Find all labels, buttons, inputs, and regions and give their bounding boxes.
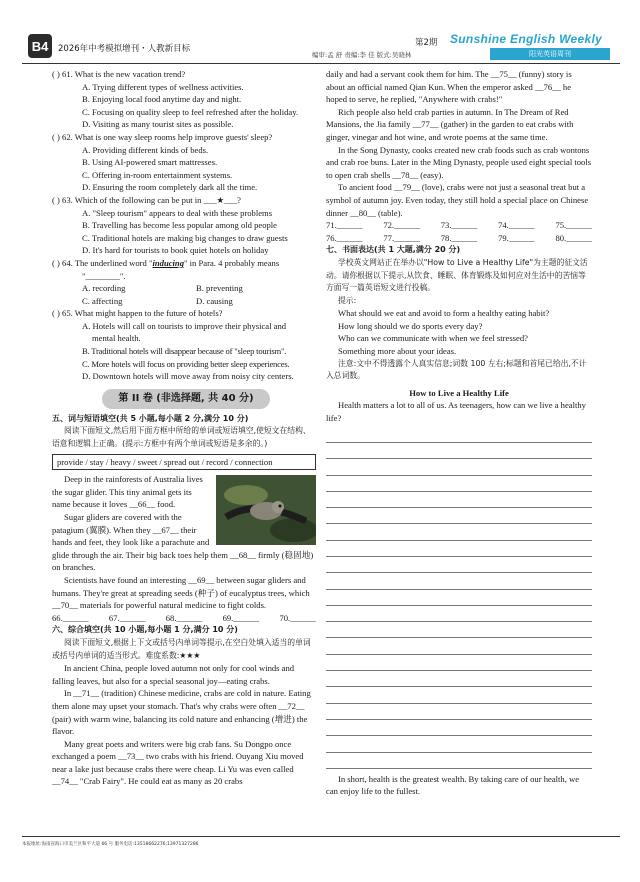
section-6-answer-row-1 bbox=[326, 219, 592, 232]
question-64 bbox=[52, 257, 316, 270]
word-box: provide / stay / heavy / sweet / spread out / record / connection bbox=[52, 454, 316, 471]
passage-5-para-2: Sugar gliders are covered with the patagium (翼膜). When they __67__ their hands and feet, they look like a parachute and glide through the air. Their big back toes help them __68__ firmly (稳固地) on branches. bbox=[52, 512, 314, 573]
passage-6-para-1: In ancient China, people loved autumn not only for cool winds and falling leaves, but also for a special seasonal joy—eating crabs. bbox=[52, 663, 295, 686]
q64-option-d: D. causing bbox=[196, 295, 233, 306]
question-61: ( ) 61. What is the new vacation trend? bbox=[52, 69, 186, 79]
passage-6-para-2: In __71__ (tradition) Chinese medicine, crabs are cold in nature. Eating them alone may upset your stomach. That's why crabs were often __72__ (pair) with warm wine, balancing its cold nature and enhancing (增进) the flavor. bbox=[52, 688, 311, 737]
page-logo: B4 bbox=[28, 34, 52, 58]
passage-6-para-3-cont: daily and had a servant cook them for him. The __75__ (funny) story is about an official named Qian Kun. When the emperor asked __76__ he hoped to serve, he replied, "Anywhere with crabs!" bbox=[326, 69, 572, 105]
q63-option-c: C. Traditional hotels are making big changes to draw guests bbox=[82, 232, 288, 243]
tip-4: Something more about your ideas. bbox=[338, 346, 457, 357]
writing-line[interactable] bbox=[326, 622, 592, 638]
q61-option-d: D. Visiting as many tourist sites as possible. bbox=[82, 119, 234, 130]
header-rule bbox=[22, 63, 620, 64]
sugar-glider-photo bbox=[216, 475, 316, 545]
q64-options-row2 bbox=[52, 295, 316, 308]
writing-line[interactable] bbox=[326, 687, 592, 703]
question-65: ( ) 65. What might happen to the future of hotels? bbox=[52, 308, 223, 319]
right-column bbox=[326, 68, 592, 798]
writing-note: 注意:文中不得透露个人真实信息;词数 100 左右;标题和首尾已给出,不计入总词数。 bbox=[326, 358, 587, 381]
passage-6-para-3: Many great poets and writers were big crab fans. Su Dongpo once exchanged a poem __73__ two crabs with his friend. Ouyang Xiu moved near a lake just because crabs there were cheap. Li Yu was even called __74__ "Crab Fairy". He could eat as many as 20 crabs bbox=[52, 738, 304, 787]
q64-options-row1 bbox=[52, 282, 316, 295]
tip-2: How long should we do sports every day? bbox=[338, 320, 483, 331]
section-6-title: 六、综合填空(共 10 小题,每小题 1 分,满分 10 分) bbox=[52, 625, 238, 635]
passage-6-para-6: To ancient food __79__ (love), crabs were not just a seasonal treat but a symbol of autumn joy. Even today, they still hold a special place on Chinese dinner __80__ (table). bbox=[326, 182, 589, 218]
writing-line[interactable] bbox=[326, 443, 592, 459]
answer-68: 68.______ bbox=[165, 612, 203, 623]
answer-67: 67.______ bbox=[108, 612, 146, 623]
q64-text-b: " in Para. 4 probably means bbox=[184, 257, 280, 268]
q64-blank: "________". bbox=[82, 270, 126, 281]
section-5-instructions: 阅读下面短文,然后用下面方框中所给的单词或短语填空,使短文在结构、语意和逻辑上正确。(提示:方框中有两个单词或短语是多余的。) bbox=[52, 426, 311, 449]
writing-line[interactable] bbox=[326, 508, 592, 524]
q64-option-c: C. affecting bbox=[82, 295, 123, 306]
answer-69: 69.______ bbox=[222, 612, 260, 623]
sugar-glider-image bbox=[216, 475, 316, 545]
q65-option-d: D. Downtown hotels will move away from noisy city centers. bbox=[82, 371, 294, 382]
answer-78: 78.______ bbox=[440, 232, 478, 243]
writing-line[interactable] bbox=[326, 736, 592, 752]
tips-label: 提示: bbox=[338, 295, 357, 305]
q65-option-c: C. More hotels will focus on providing better sleep experiences. bbox=[82, 358, 290, 369]
brand-name: Sunshine English Weekly bbox=[450, 32, 603, 46]
writing-line[interactable] bbox=[326, 655, 592, 671]
answer-73: 73.______ bbox=[440, 220, 478, 231]
section-6-instructions: 阅读下面短文,根据上下文或括号内单词等提示,在空白处填入适当的单词或括号内单词的适当形式。难度系数:★★★ bbox=[52, 637, 311, 660]
q62-option-d: D. Ensuring the room completely dark all the time. bbox=[82, 182, 258, 193]
answer-75: 75.______ bbox=[555, 220, 592, 231]
answer-70: 70.______ bbox=[279, 612, 316, 623]
q64-underlined-word: inducing bbox=[152, 257, 185, 268]
left-column bbox=[52, 68, 316, 788]
passage-6-para-4: Rich people also held crab parties in autumn. In The Dream of Red Mansions, the Jia family __77__ (gather) in the garden to eat crabs with ginger, vinegar and hot wine, and wrote poems at the same time. bbox=[326, 106, 574, 142]
writing-line[interactable] bbox=[326, 573, 592, 589]
brand-cn-badge: 阳光英语周刊 bbox=[490, 48, 610, 60]
writing-line[interactable] bbox=[326, 459, 592, 475]
writing-line[interactable] bbox=[326, 590, 592, 606]
page-header bbox=[22, 30, 620, 64]
staff-credits: 编审:孟 舒 责编:李 佳 版式:吴晓林 bbox=[312, 51, 412, 59]
q62-option-b: B. Using AI-powered smart mattresses. bbox=[82, 157, 218, 168]
passage-5-para-1: Deep in the rainforests of Australia lives the sugar glider. This tiny animal gets its name because it loves __66__ food. bbox=[52, 474, 203, 510]
header-title: 2026年中考模拟增刊・人教新目标 bbox=[58, 44, 191, 54]
essay-opening: Health matters a lot to all of us. As teenagers, how can we live a healthy life? bbox=[326, 400, 586, 424]
answer-80: 80.______ bbox=[555, 232, 592, 243]
q61-option-a: A. Trying different types of wellness activities. bbox=[82, 81, 244, 92]
q61-option-b: B. Enjoying local food anytime day and night. bbox=[82, 94, 242, 105]
q63-option-d: D. It's hard for tourists to book quiet hotels on holiday bbox=[82, 245, 269, 256]
writing-line[interactable] bbox=[326, 476, 592, 492]
tip-3: Who can we communicate with when we feel stressed? bbox=[338, 333, 528, 344]
q63-option-b: B. Travelling has become less popular among old people bbox=[82, 220, 277, 231]
q65-option-b: B. Traditional hotels will disappear because of "sleep tourism". bbox=[82, 346, 287, 357]
writing-line[interactable] bbox=[326, 671, 592, 687]
tip-1: What should we eat and avoid to form a healthy eating habit? bbox=[338, 308, 550, 319]
q64-option-b: B. preventing bbox=[196, 283, 243, 294]
section-7-title: 七、书面表达(共 1 大题,满分 20 分) bbox=[326, 245, 461, 255]
writing-line[interactable] bbox=[326, 606, 592, 622]
q65-option-a: A. Hotels will call on tourists to improve their physical and bbox=[82, 320, 287, 331]
q65-option-a-cont: mental health. bbox=[92, 333, 141, 344]
essay-title: How to Live a Healthy Life bbox=[409, 387, 509, 398]
writing-line[interactable] bbox=[326, 541, 592, 557]
writing-line[interactable] bbox=[326, 704, 592, 720]
answer-74: 74.______ bbox=[498, 220, 535, 231]
q64-text-a: ( ) 64. The underlined word " bbox=[52, 257, 153, 268]
writing-area[interactable] bbox=[326, 427, 592, 769]
answer-72: 72.______ bbox=[383, 220, 420, 231]
answer-71: 71.______ bbox=[326, 220, 363, 231]
section-6-answer-row-2 bbox=[326, 232, 592, 245]
passage-6-para-5: In the Song Dynasty, cooks created new crab foods such as crab wontons and crab roe buns. Later in the Ming Dynasty, people used eight special tools to open crab shells __78__ (easy). bbox=[326, 144, 592, 180]
answer-76: 76.______ bbox=[326, 232, 363, 243]
answer-77: 77.______ bbox=[383, 232, 420, 243]
writing-line[interactable] bbox=[326, 638, 592, 654]
passage-5-para-3: Scientists have found an interesting __69__ between sugar gliders and humans. They're great at spreading seeds (种子) of eucalyptus trees, which __70__ materials for powerful natural medicine to fight colds. bbox=[52, 574, 310, 611]
writing-line[interactable] bbox=[326, 557, 592, 573]
writing-line[interactable] bbox=[326, 524, 592, 540]
issue-number: 第2期 bbox=[415, 38, 438, 48]
q62-option-c: C. Offering in-room entertainment systems. bbox=[82, 169, 233, 180]
answer-66: 66.______ bbox=[52, 612, 89, 623]
question-62: ( ) 62. What is one way sleep rooms help improve guests' sleep? bbox=[52, 131, 273, 142]
answer-79: 79.______ bbox=[498, 232, 535, 243]
page-footer: 本报地址:海南省海口市美兰区和平大道 66 号 服务电话:13518662276;13971327286 bbox=[22, 836, 620, 847]
q62-option-a: A. Providing different kinds of beds. bbox=[82, 144, 209, 155]
q61-option-c: C. Focusing on quality sleep to feel refreshed after the holiday. bbox=[82, 106, 299, 117]
writing-line[interactable] bbox=[326, 753, 592, 769]
section-banner: 第 II 卷 (非选择题, 共 40 分) bbox=[102, 389, 270, 409]
section-7-instructions: 学校英文网站正在举办以"How to Live a Healthy Life"为主题的征文活动。请你根据以下提示,从饮食、睡眠、体育锻炼及如何应对生活中的苦恼等方面写一篇英语短文进行投稿。 bbox=[326, 257, 588, 293]
section-5-answer-row bbox=[52, 612, 316, 625]
section-5-title: 五、词与短语填空(共 5 小题,每小题 2 分,满分 10 分) bbox=[52, 413, 249, 423]
question-63: ( ) 63. Which of the following can be put in ___★___? bbox=[52, 194, 241, 205]
q63-option-a: A. "Sleep tourism" appears to deal with these problems bbox=[82, 207, 273, 218]
writing-line[interactable] bbox=[326, 492, 592, 508]
writing-line[interactable] bbox=[326, 720, 592, 736]
essay-closing: In short, health is the greatest wealth. By taking care of our health, we can enjoy life to the fullest. bbox=[326, 773, 580, 797]
writing-line[interactable] bbox=[326, 427, 592, 443]
q64-option-a: A. recording bbox=[82, 283, 126, 294]
